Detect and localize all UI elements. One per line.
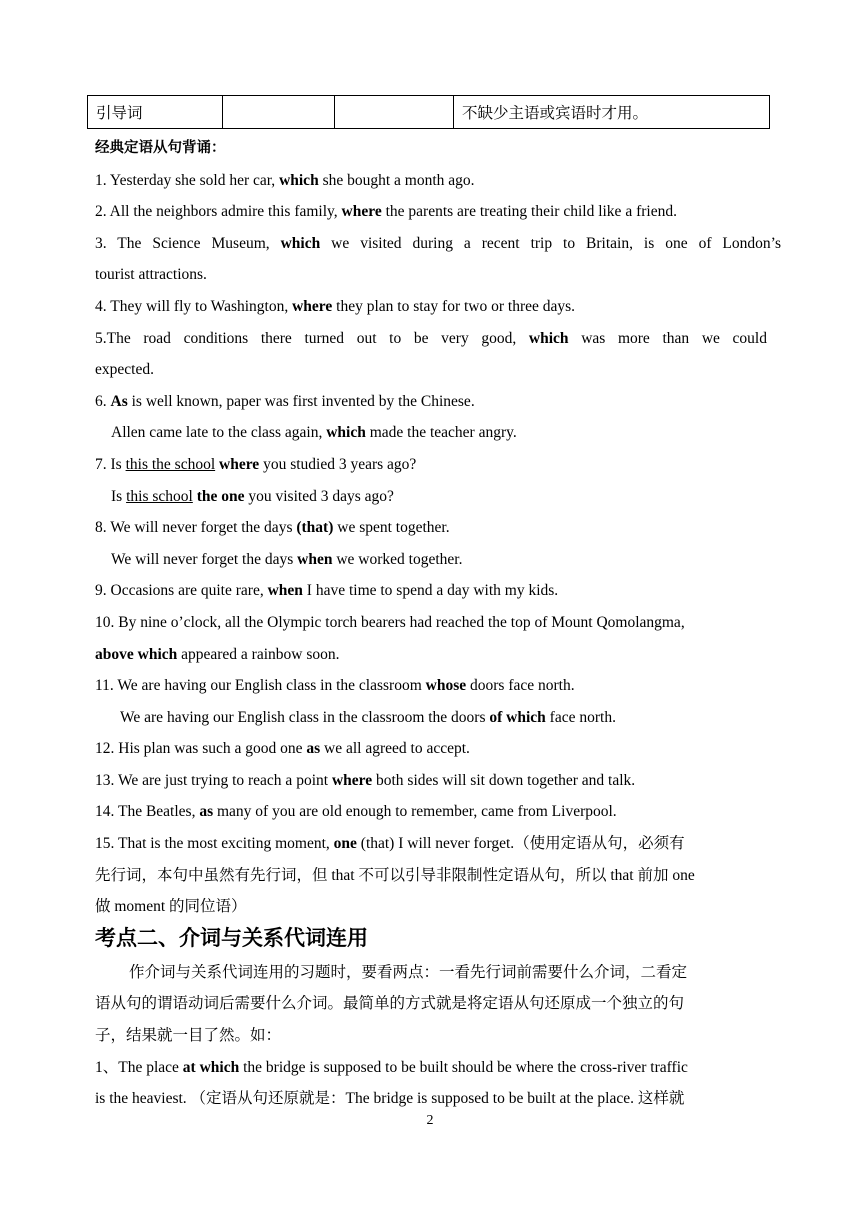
sentence-8: 8. We will never forget the days (that) we spent together. bbox=[95, 519, 450, 537]
sentence-15-cont2: 做 moment 的同位语） bbox=[95, 898, 247, 916]
table-cell: 引导词 bbox=[88, 96, 223, 129]
sentence-11: 11. We are having our English class in the classroom whose doors face north. bbox=[95, 677, 575, 695]
table-cell bbox=[223, 96, 335, 129]
sentence-15-cont: 先行词，本句中虽然有先行词，但 that 不可以引导非限制性定语从句，所以 that 前加 one bbox=[95, 866, 695, 884]
table-row bbox=[88, 96, 770, 129]
section-heading: 考点二、介词与关系代词连用 bbox=[95, 925, 368, 950]
sentence-15: 15. That is the most exciting moment, one (that) I will never forget.（使用定语从句，必须有 bbox=[95, 835, 685, 853]
paragraph-line: 作介词与关系代词连用的习题时，要看两点：一看先行词前需要什么介词，二看定 bbox=[129, 963, 688, 981]
sentence-5-cont: expected. bbox=[95, 361, 154, 379]
sentence-7b: Is this school the one you visited 3 days ago? bbox=[111, 487, 394, 505]
sentence-5: 5.The road conditions there turned out to be very good, which was more than we could bbox=[95, 329, 767, 347]
section-title: 经典定语从句背诵： bbox=[95, 140, 226, 156]
sentence-12: 12. His plan was such a good one as we all agreed to accept. bbox=[95, 740, 470, 758]
table-cell: 不缺少主语或宾语时才用。 bbox=[454, 96, 770, 129]
sentence-11b: We are having our English class in the classroom the doors of which face north. bbox=[120, 708, 616, 726]
sentence-8b: We will never forget the days when we worked together. bbox=[111, 550, 463, 568]
sentence-6b: Allen came late to the class again, which made the teacher angry. bbox=[111, 424, 517, 442]
sentence-4: 4. They will fly to Washington, where they plan to stay for two or three days. bbox=[95, 297, 576, 315]
paragraph-line: 语从句的谓语动词后需要什么介词。最简单的方式就是将定语从句还原成一个独立的句 bbox=[95, 995, 685, 1013]
sentence-10-cont: above which appeared a rainbow soon. bbox=[95, 645, 340, 663]
sentence-10: 10. By nine o’clock, all the Olympic torch bearers had reached the top of Mount Qomolangma, bbox=[95, 613, 685, 631]
sentence-13: 13. We are just trying to reach a point where both sides will sit down together and talk. bbox=[95, 771, 636, 789]
example-1: 1、The place at which the bridge is supposed to be built should be where the cross-river traffic bbox=[95, 1058, 688, 1076]
document-body bbox=[95, 133, 781, 1115]
sentence-2: 2. All the neighbors admire this family, where the parents are treating their child like a friend. bbox=[95, 203, 677, 221]
paragraph-line: 子，结果就一目了然。如： bbox=[95, 1027, 282, 1045]
sentence-3: 3. The Science Museum, which we visited during a recent trip to Britain, is one of London’s bbox=[95, 234, 781, 252]
sentence-9: 9. Occasions are quite rare, when I have time to spend a day with my kids. bbox=[95, 582, 559, 600]
sentence-3-cont: tourist attractions. bbox=[95, 266, 207, 284]
table-cell bbox=[335, 96, 454, 129]
sentence-14: 14. The Beatles, as many of you are old enough to remember, came from Liverpool. bbox=[95, 803, 617, 821]
sentence-1: 1. Yesterday she sold her car, which she bought a month ago. bbox=[95, 171, 475, 189]
example-1-cont: is the heaviest. （定语从句还原就是：The bridge is supposed to be built at the place. 这样就 bbox=[95, 1090, 685, 1108]
grammar-table-fragment bbox=[87, 95, 770, 129]
page-number: 2 bbox=[426, 1113, 434, 1128]
sentence-7: 7. Is this the school where you studied 3 years ago? bbox=[95, 455, 417, 473]
sentence-6: 6. As is well known, paper was first invented by the Chinese. bbox=[95, 392, 475, 410]
